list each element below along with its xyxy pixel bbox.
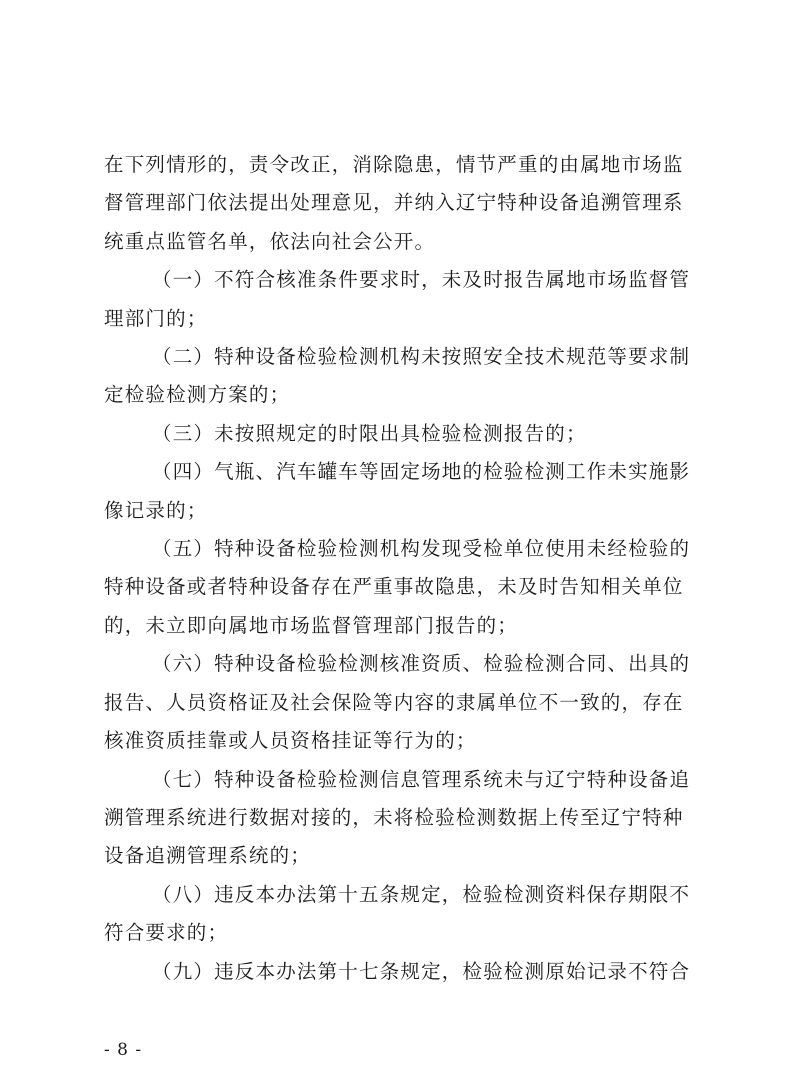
paragraph: [104, 953, 696, 991]
text-line: 像记录的；: [104, 498, 208, 522]
text-line: 设备追溯管理系统的；: [104, 844, 312, 868]
text-line: （九）违反本办法第十七条规定，检验检测原始记录不符合: [152, 959, 691, 983]
paragraph: [104, 530, 696, 645]
paragraph: [104, 453, 696, 530]
paragraph: [104, 415, 696, 453]
paragraph: [104, 338, 696, 415]
text-line: 统重点监管名单，依法向社会公开。: [104, 229, 436, 253]
paragraph: [104, 645, 696, 760]
paragraph: [104, 146, 696, 261]
text-line: 溯管理系统进行数据对接的，未将检验检测数据上传至辽宁特种: [104, 805, 684, 829]
text-line: 理部门的；: [104, 306, 208, 330]
text-line: 的，未立即向属地市场监督管理部门报告的；: [104, 613, 519, 637]
text-line: （五）特种设备检验检测机构发现受检单位使用未经检验的: [152, 537, 691, 561]
text-line: 报告、人员资格证及社会保险等内容的隶属单位不一致的，存在: [104, 690, 684, 714]
paragraph: [104, 761, 696, 876]
text-line: 特种设备或者特种设备存在严重事故隐患，未及时告知相关单位: [104, 575, 684, 599]
paragraph: [104, 876, 696, 953]
text-line: （四）气瓶、汽车罐车等固定场地的检验检测工作未实施影: [152, 460, 691, 484]
page-number: - 8 -: [104, 1040, 143, 1060]
text-line: （二）特种设备检验检测机构未按照安全技术规范等要求制: [152, 345, 691, 369]
text-line: 核准资质挂靠或人员资格挂证等行为的；: [104, 729, 477, 753]
text-line: 在下列情形的，责令改正，消除隐患，情节严重的由属地市场监: [104, 153, 684, 176]
text-line: （七）特种设备检验检测信息管理系统未与辽宁特种设备追: [152, 767, 691, 791]
text-line: 符合要求的；: [104, 921, 229, 945]
text-line: （一）不符合核准条件要求时，未及时报告属地市场监督管: [152, 268, 691, 292]
paragraph: [104, 261, 696, 338]
document-body: [104, 146, 696, 991]
text-line: 定检验检测方案的；: [104, 383, 291, 407]
text-line: （六）特种设备检验检测核准资质、检验检测合同、出具的: [152, 652, 691, 676]
text-line: （三）未按照规定的时限出具检验检测报告的；: [152, 421, 587, 445]
text-line: 督管理部门依法提出处理意见，并纳入辽宁特种设备追溯管理系: [104, 191, 684, 215]
text-line: （八）违反本办法第十五条规定，检验检测资料保存期限不: [152, 882, 691, 906]
